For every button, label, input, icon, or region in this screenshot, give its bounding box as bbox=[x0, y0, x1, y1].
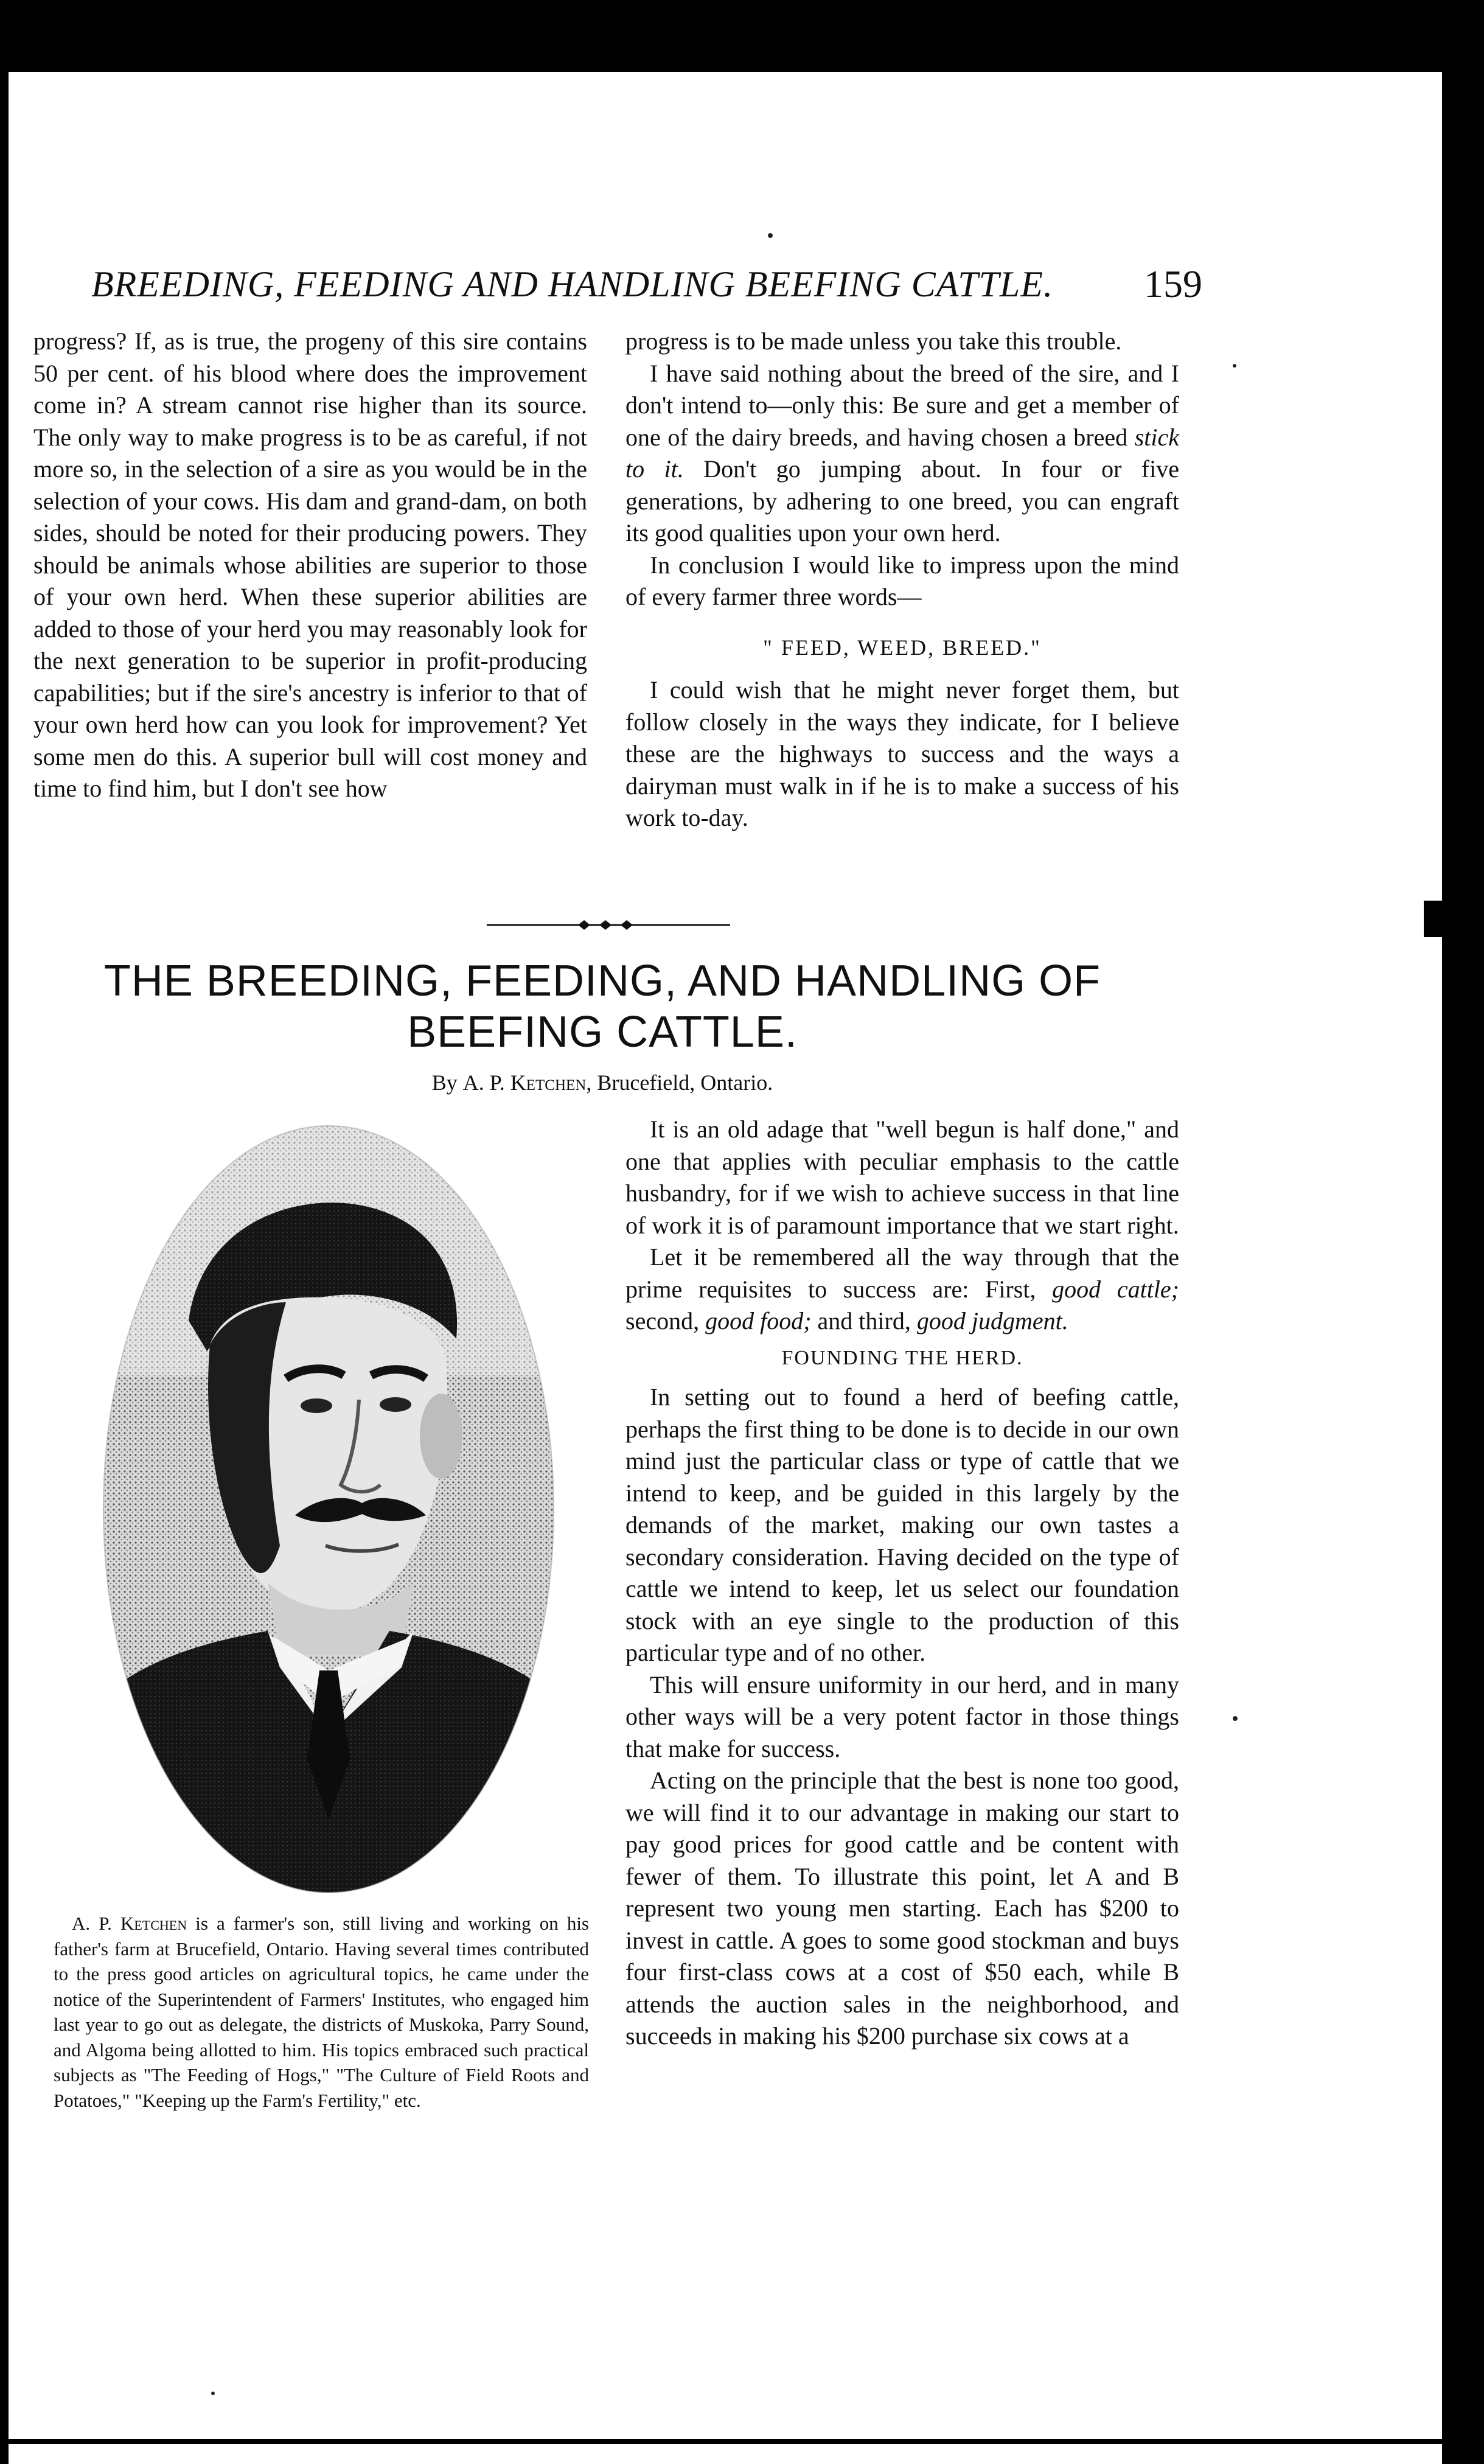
scan-speck bbox=[1233, 364, 1236, 368]
previous-article-left-column bbox=[33, 326, 587, 805]
caption-paragraph bbox=[54, 1911, 589, 2113]
paragraph: Acting on the principle that the best is none too good, we will find it to our advantage in making our start to pay good prices for good cattle and be content with fewer of them. To illustrate this point, let A and B represent two young men starting. Each has $200 to invest in cattle. A goes to some good stockman and buys four first-class cows at a cost of $50 each, while B attends the auction sales in the neighborhood, and succeeds in making his $200 purchase six cows at a bbox=[625, 1767, 1179, 2050]
author-portrait bbox=[85, 1120, 572, 1899]
motto: " FEED, WEED, BREED." bbox=[763, 635, 1042, 660]
paragraph bbox=[625, 358, 1179, 550]
section-divider-ornament bbox=[487, 916, 730, 934]
author-name: A. P. Ketchen bbox=[462, 1070, 587, 1095]
emphasis: good judgment. bbox=[916, 1307, 1068, 1335]
previous-article-right-column bbox=[625, 326, 1179, 834]
scan-left-border bbox=[0, 72, 9, 2464]
scan-speck bbox=[211, 2392, 215, 2395]
text-run: I have said nothing about the breed of the sire, and I don't intend to—only this: Be sure and get a member of one of the dairy breeds, and having chosen a breed bbox=[625, 359, 1179, 451]
portrait-image bbox=[85, 1120, 572, 1899]
emphasis: stick to it. bbox=[625, 423, 1179, 483]
author-location: , Brucefield, Ontario. bbox=[586, 1070, 773, 1095]
article-title: THE BREEDING, FEEDING, AND HANDLING OF BEEFING CATTLE. bbox=[103, 957, 1101, 1056]
page-number: 159 bbox=[1144, 262, 1202, 305]
caption-text: is a farmer's son, still living and working on his father's farm at Brucefield, Ontario. Having several times contributed to the press good articles on agricultural topics, he came under the notice of the Superintendent of Farmers' Institutes, who engaged him last year to go out as delegate, the districts of Muskoka, Parry Sound, and Algoma being allotted to him. His topics embraced such practical subjects as "The Feeding of Hogs," "The Culture of Field Roots and Potatoes," "Keeping up the Farm's Fertility," etc. bbox=[54, 1913, 589, 2111]
scan-right-border-notch bbox=[1424, 901, 1448, 937]
paragraph: progress is to be made unless you take this trouble. bbox=[625, 327, 1122, 355]
scan-top-border bbox=[0, 0, 1484, 72]
caption-name: A. P. Ketchen bbox=[72, 1913, 187, 1934]
paragraph bbox=[625, 1241, 1179, 1338]
paragraph: I could wish that he might never forget them, but follow closely in the ways they indicate, for I believe these are the highways to success and the ways a dairyman must walk in if he is to make a success of his work to-day. bbox=[625, 676, 1179, 831]
scan-bottom-border bbox=[0, 2439, 1442, 2444]
scan-speck bbox=[768, 233, 773, 238]
paragraph: In setting out to found a herd of beefing cattle, perhaps the first thing to be done is to decide in our own mind just the particular class or type of cattle that we intend to keep, and be guided in this largely by the demands of the market, making our own tastes a secondary consideration. Having decided on the type of cattle we intend to keep, let us select our foundation stock with an eye single to the production of this particular type and of no other. bbox=[625, 1383, 1179, 1666]
text-run: and third, bbox=[811, 1307, 917, 1335]
text-run: second, bbox=[625, 1307, 706, 1335]
text-run: Let it be remembered all the way through that the prime requisites to success are: First, bbox=[625, 1243, 1179, 1303]
portrait-caption bbox=[54, 1911, 589, 2113]
emphasis: good cattle; bbox=[1052, 1275, 1180, 1303]
text-run: Don't go jumping about. In four or five generations, by adhering to one breed, you can engraft its good qualities upon your own herd. bbox=[625, 455, 1179, 546]
emphasis: good food; bbox=[705, 1307, 812, 1335]
article-body-column bbox=[625, 1114, 1179, 2053]
scan-speck bbox=[1233, 1716, 1238, 1721]
paragraph: progress? If, as is true, the progeny of this sire contains 50 per cent. of his blood where does the improvement come in? A stream cannot rise higher than its source. The only way to make progress is to be as careful, if not more so, in the selection of a sire as you would be in the selection of your cows. His dam and grand-dam, on both sides, should be noted for their producing powers. They should be animals whose abilities are superior to those of your own herd. When these superior abilities are added to those of your herd you may reasonably look for the next generation to be superior in profit-producing capabilities; but if the sire's ancestry is inferior to that of your own herd how can you look for improvement? Yet some men do this. A superior bull will cost money and time to find him, but I don't see how bbox=[33, 327, 587, 802]
paragraph: It is an old adage that "well begun is half done," and one that applies with peculiar emphasis to the cattle husbandry, for if we wish to achieve success in that line of work it is of paramount importance that we start right. bbox=[625, 1115, 1179, 1239]
scan-right-border bbox=[1442, 0, 1484, 2464]
byline-prefix: By bbox=[431, 1070, 463, 1095]
running-title: BREEDING, FEEDING AND HANDLING BEEFING CATTLE. bbox=[91, 264, 1053, 304]
section-heading: FOUNDING THE HERD. bbox=[781, 1346, 1023, 1369]
running-header bbox=[91, 264, 1186, 312]
byline bbox=[24, 1070, 1180, 1095]
paragraph: In conclusion I would like to impress upon the mind of every farmer three words— bbox=[625, 551, 1179, 610]
paragraph: This will ensure uniformity in our herd, and in many other ways will be a very potent factor in those things that make for success. bbox=[625, 1670, 1179, 1762]
